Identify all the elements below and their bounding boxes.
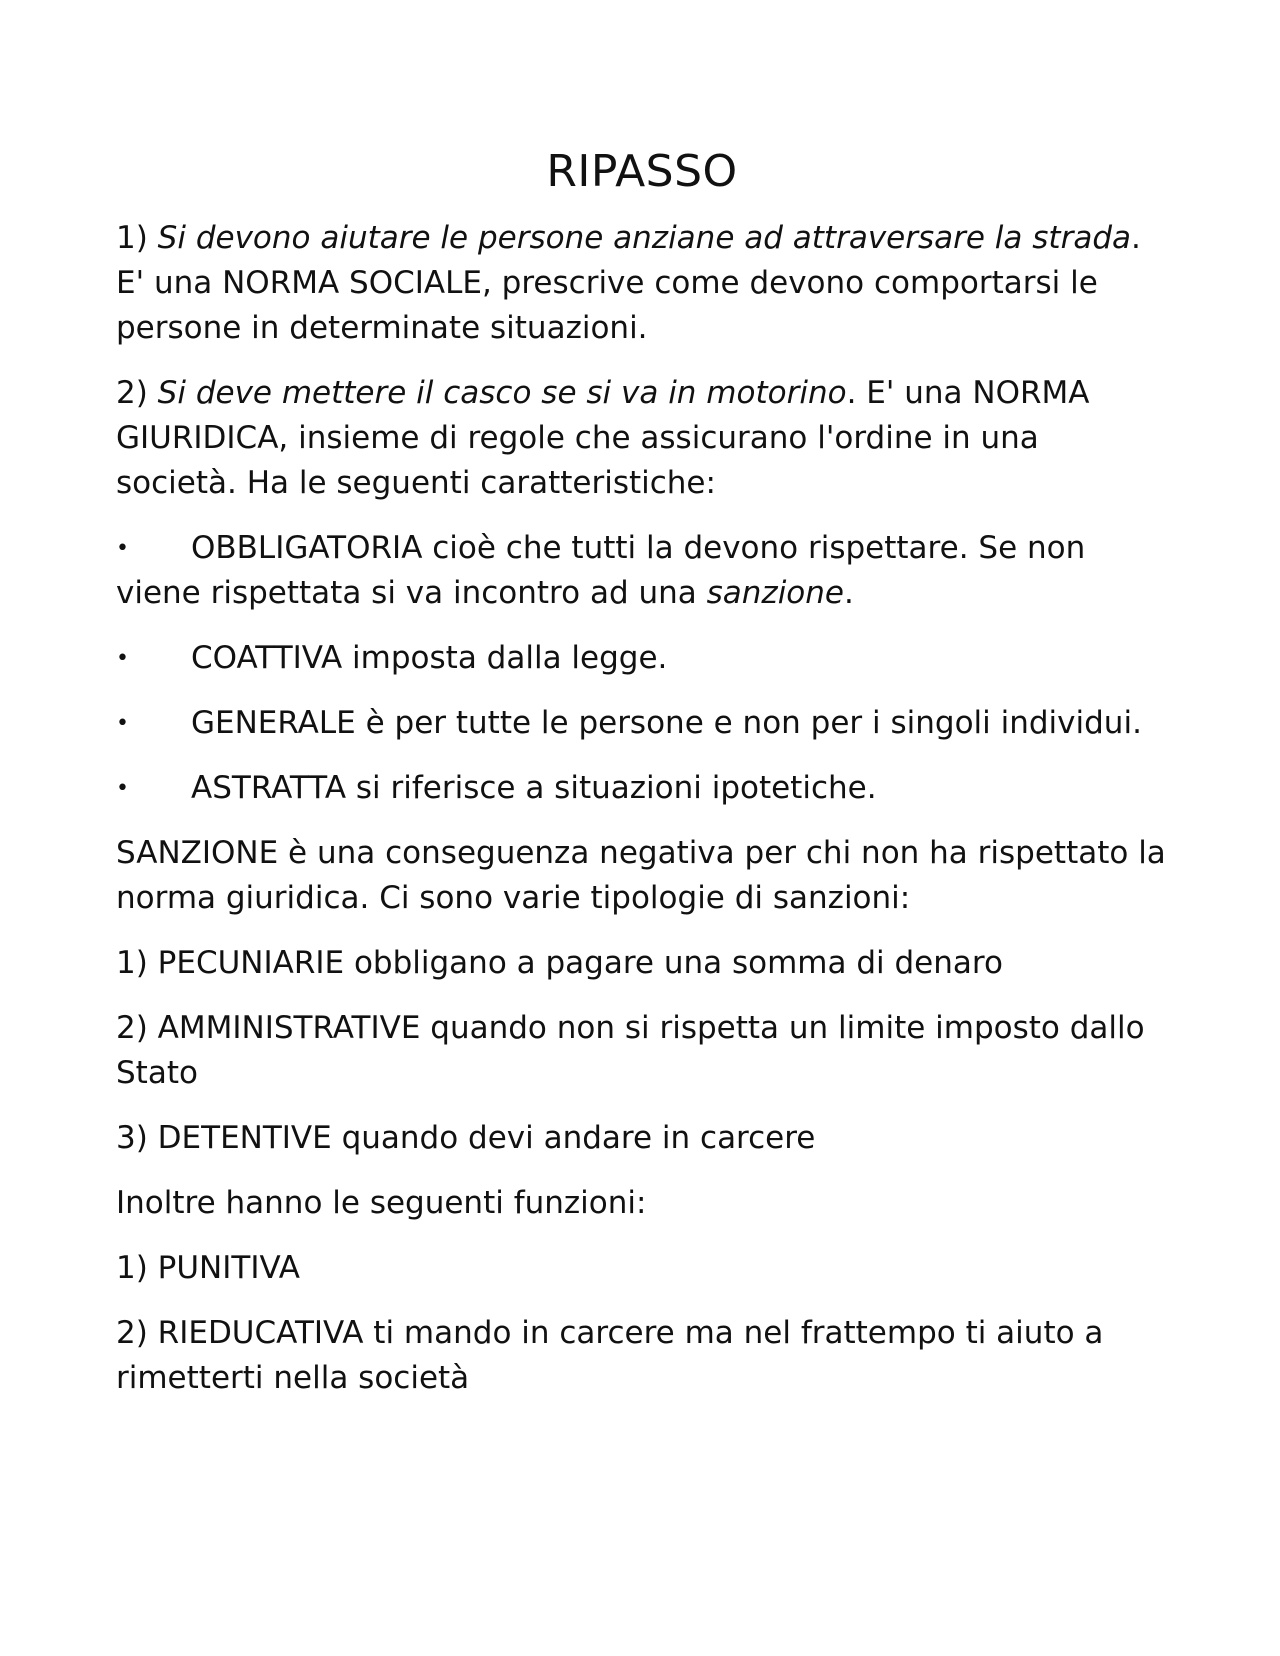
bullet-italic: sanzione <box>706 575 844 611</box>
funzione-rieducativa: 2) RIEDUCATIVA ti mando in carcere ma nel frattempo ti aiuto a rimetterti nella società <box>116 1315 1104 1396</box>
paragraph-number: 1) <box>116 220 158 256</box>
page-title: RIPASSO <box>546 146 738 197</box>
paragraph-text: . E' una NORMA GIURIDICA, insieme di regole che assicurano l'ordine in una società. Ha le seguenti caratteristiche: <box>116 375 1090 501</box>
tipologia-amministrative: 2) AMMINISTRATIVE quando non si rispetta un limite imposto dallo Stato <box>116 1010 1145 1091</box>
funzione-punitiva: 1) PUNITIVA <box>116 1250 300 1286</box>
paragraph-number: 2) <box>116 375 158 411</box>
paragraph-funzioni-intro: Inoltre hanno le seguenti funzioni: <box>116 1185 647 1221</box>
document-page <box>116 140 1168 1421</box>
bullet-coattiva <box>116 636 1168 681</box>
example-italic: Si deve mettere il casco se si va in motorino <box>157 375 847 411</box>
tipologia-detentive: 3) DETENTIVE quando devi andare in carcere <box>116 1120 816 1156</box>
bullet-icon: • <box>116 536 129 561</box>
bullet-text: ASTRATTA si riferisce a situazioni ipotetiche. <box>191 770 877 806</box>
paragraph-norma-sociale <box>116 216 1168 351</box>
bullet-icon: • <box>116 711 129 736</box>
paragraph-norma-giuridica <box>116 371 1168 506</box>
example-italic: Si devono aiutare le persone anziane ad attraversare la strada <box>157 220 1131 256</box>
bullet-text: COATTIVA imposta dalla legge. <box>191 640 668 676</box>
bullet-astratta <box>116 766 1168 811</box>
bullet-icon: • <box>116 776 129 801</box>
bullet-text-end: . <box>844 575 854 611</box>
bullet-icon: • <box>116 646 129 671</box>
paragraph-sanzione: SANZIONE è una conseguenza negativa per chi non ha rispettato la norma giuridica. Ci sono varie tipologie di sanzioni: <box>116 835 1166 916</box>
bullet-generale <box>116 701 1168 746</box>
bullet-text: OBBLIGATORIA cioè che tutti la devono rispettare. Se non viene rispettata si va incontro ad una <box>116 530 1086 611</box>
paragraph-text: . E' una NORMA SOCIALE, prescrive come devono comportarsi le persone in determinate situazioni. <box>116 220 1141 346</box>
bullet-obbligatoria <box>116 526 1168 616</box>
tipologia-pecuniarie: 1) PECUNIARIE obbligano a pagare una somma di denaro <box>116 945 1003 981</box>
bullet-text: GENERALE è per tutte le persone e non per i singoli individui. <box>191 705 1142 741</box>
